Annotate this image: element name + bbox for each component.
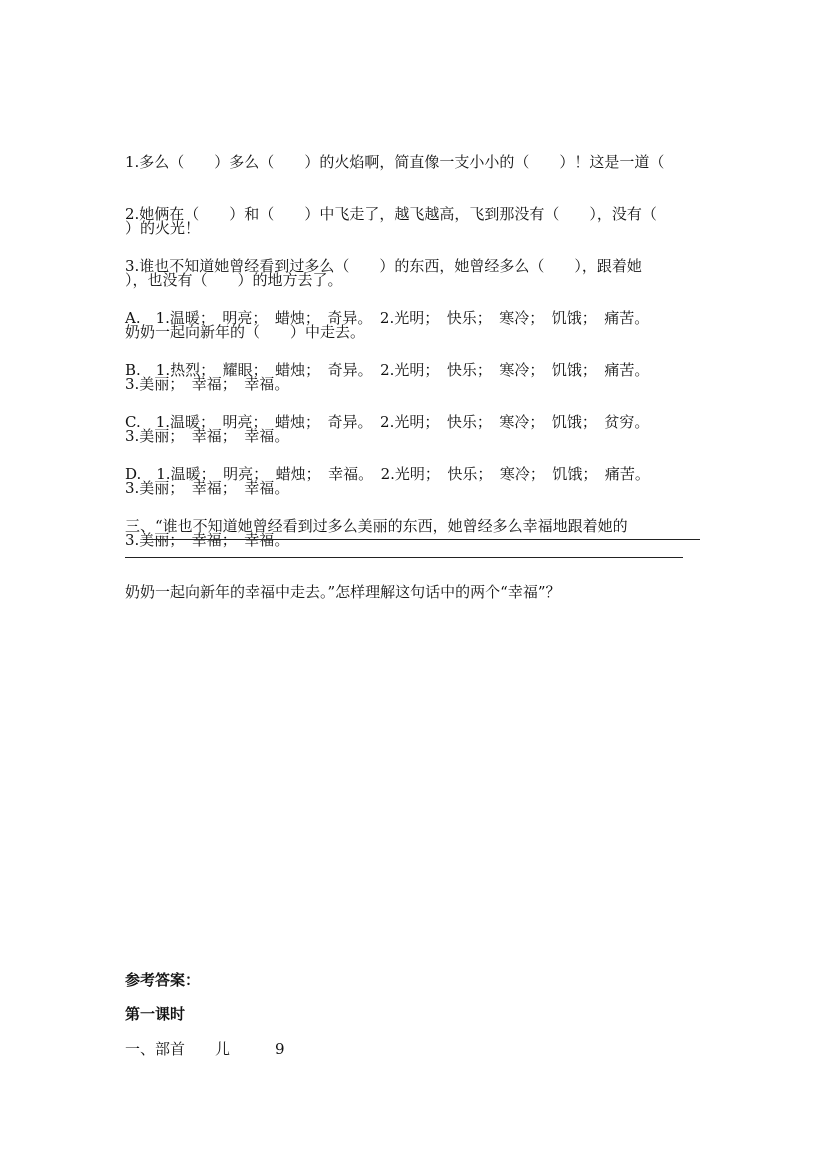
question-2-line-2: ），也没有（ ）的地方去了。: [125, 271, 343, 289]
question-3-line-2: 奶奶一起向新年的（ ）中走去。: [125, 323, 366, 341]
option-d-line-1: D. 1.温暖； 明亮； 蜡烛； 幸福。 2.光明； 快乐； 寒冷； 饥饿； 痛苦。: [125, 465, 650, 483]
option-a-line-2: 3.美丽； 幸福； 幸福。: [125, 375, 290, 393]
section-3-line-2: 奶奶一起向新年的幸福中走去。”怎样理解这句话中的两个“幸福”？: [125, 583, 561, 601]
option-a-line-1: A. 1.温暖； 明亮； 蜡烛； 奇异。 2.光明； 快乐； 寒冷； 饥饿； 痛苦。: [125, 309, 650, 327]
question-2-line-1: 2.她俩在（ ）和（ ）中飞走了，越飞越高，飞到那没有（ ），没有（: [125, 205, 657, 223]
answers-line-1: 一、部首 儿 9: [125, 1040, 285, 1058]
answer-blank-line-2: [125, 557, 683, 558]
option-c-line-1: C. 1.温暖； 明亮； 蜡烛； 奇异。 2.光明； 快乐； 寒冷； 饥饿； 贫穷。: [125, 413, 650, 431]
section-3-question: [125, 471, 705, 647]
question-1-line-2: ）的火光！: [125, 219, 201, 237]
option-b-line-2: 3.美丽； 幸福； 幸福。: [125, 427, 290, 445]
question-3-line-1: 3.谁也不知道她曾经看到过多么（ ）的东西，她曾经多么（ ），跟着她: [125, 257, 642, 275]
answers-title: 参考答案：: [125, 971, 201, 989]
section-3-line-1: 三、“谁也不知道她曾经看到过多么美丽的东西，她曾经多么幸福地跟着她的: [125, 517, 628, 535]
question-1-line-1: 1.多么（ ）多么（ ）的火焰啊，简直像一支小小的（ ）！这是一道（: [125, 153, 665, 171]
answers-lesson-heading: 第一课时: [125, 1005, 186, 1023]
option-d-line-2: 3.美丽； 幸福； 幸福。: [125, 531, 290, 549]
answer-blank-line-1: [143, 539, 700, 540]
option-b-line-1: B. 1.热烈； 耀眼； 蜡烛； 奇异。 2.光明； 快乐； 寒冷； 饥饿； 痛苦。: [125, 361, 650, 379]
option-c-line-2: 3.美丽； 幸福； 幸福。: [125, 479, 290, 497]
